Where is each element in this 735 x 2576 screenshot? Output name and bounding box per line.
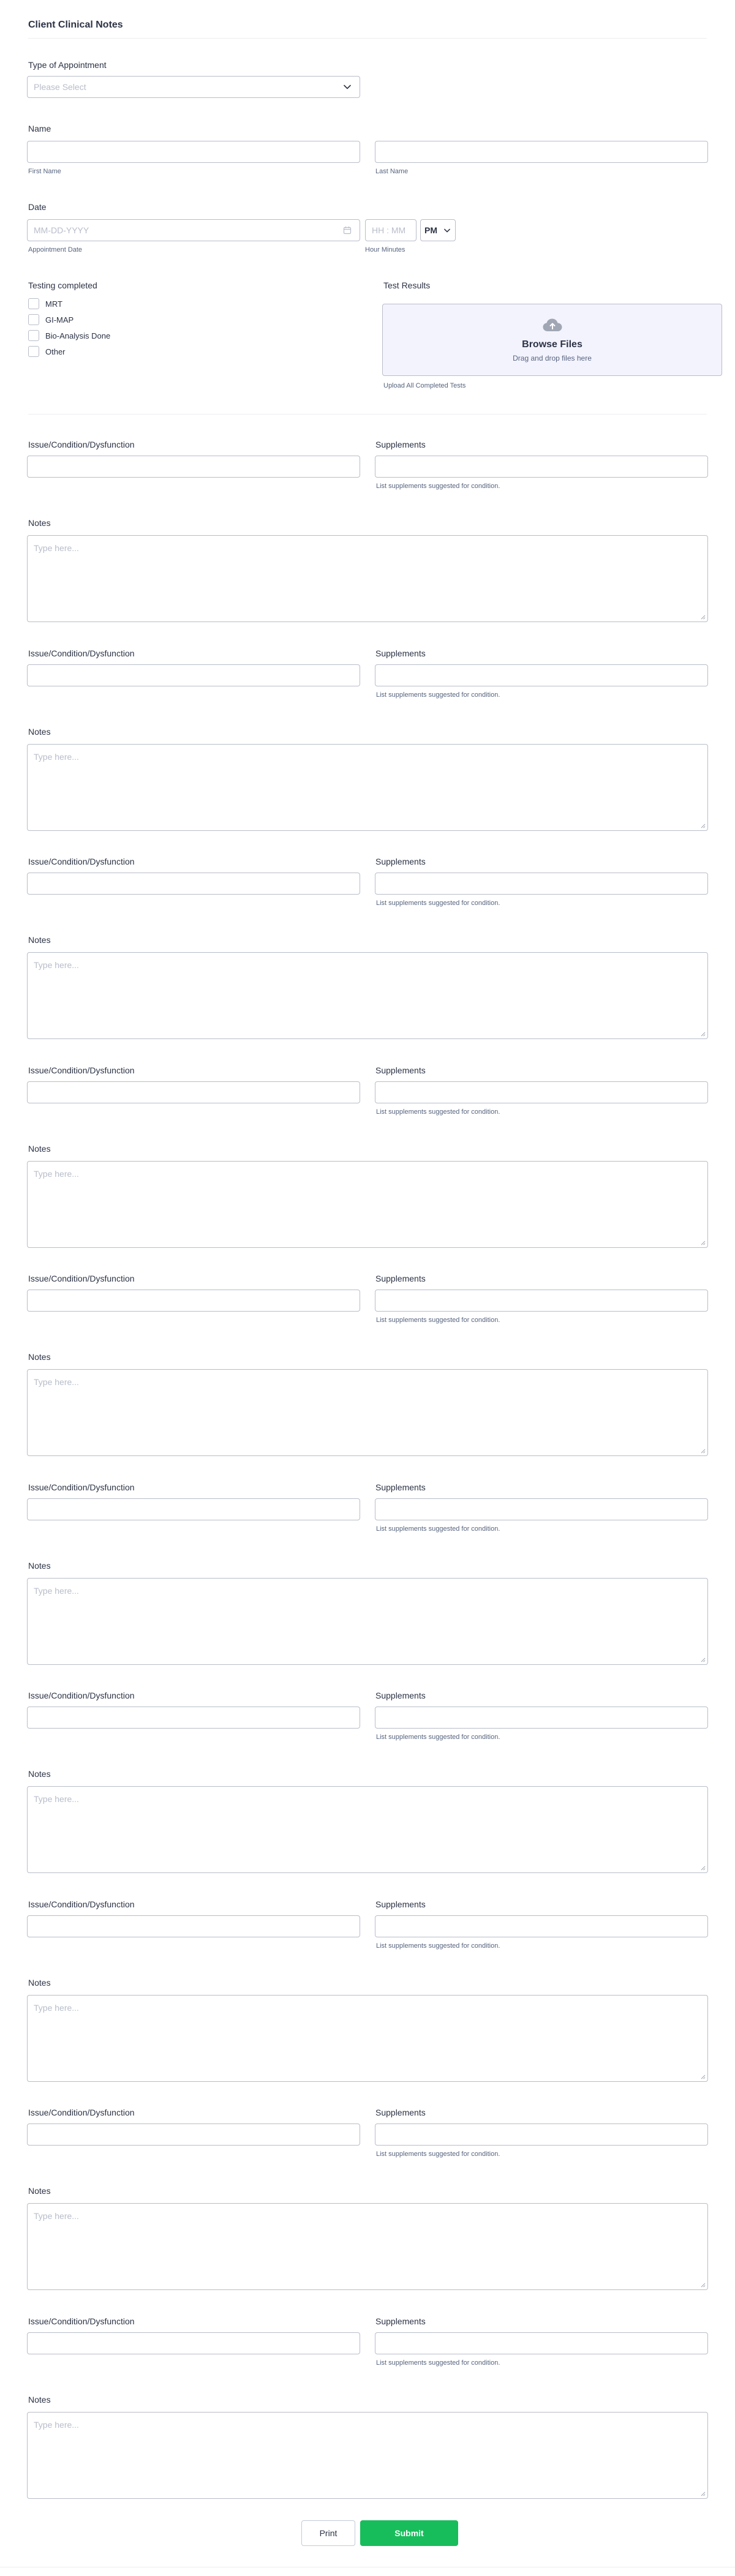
supplements-label: Supplements — [375, 440, 426, 449]
last-name-input[interactable] — [375, 141, 708, 163]
supplements-sublabel: List supplements suggested for condition. — [376, 2359, 500, 2367]
issue-label: Issue/Condition/Dysfunction — [28, 2108, 135, 2117]
file-upload-dropzone[interactable] — [382, 304, 722, 376]
testing-option-label: MRT — [45, 299, 62, 309]
resize-handle-icon[interactable] — [701, 2492, 706, 2496]
notes-placeholder: Type here... — [34, 1586, 79, 1596]
notes-label: Notes — [28, 2395, 51, 2405]
supplements-input[interactable] — [375, 1498, 708, 1520]
appointment-date-placeholder: MM-DD-YYYY — [34, 225, 89, 235]
ampm-value: PM — [424, 225, 437, 235]
issue-input[interactable] — [27, 456, 360, 478]
supplements-input[interactable] — [375, 1081, 708, 1103]
resize-handle-icon[interactable] — [701, 824, 706, 828]
supplements-sublabel: List supplements suggested for condition. — [376, 899, 500, 907]
issue-label: Issue/Condition/Dysfunction — [28, 1065, 135, 1075]
supplements-sublabel: List supplements suggested for condition. — [376, 1733, 500, 1741]
supplements-label: Supplements — [375, 648, 426, 658]
supplements-label: Supplements — [375, 2108, 426, 2117]
appointment-date-input[interactable] — [27, 219, 360, 241]
notes-label: Notes — [28, 1978, 51, 1988]
testing-option-label: Other — [45, 347, 66, 356]
supplements-sublabel: List supplements suggested for condition. — [376, 1942, 500, 1950]
supplements-label: Supplements — [375, 1482, 426, 1492]
checkbox[interactable] — [28, 298, 39, 309]
checkbox[interactable] — [28, 346, 39, 357]
supplements-sublabel: List supplements suggested for condition. — [376, 483, 500, 490]
resize-handle-icon[interactable] — [701, 2075, 706, 2079]
issue-input[interactable] — [27, 1707, 360, 1729]
notes-label: Notes — [28, 1144, 51, 1154]
resize-handle-icon[interactable] — [701, 1449, 706, 1454]
appointment-type-label: Type of Appointment — [28, 60, 107, 70]
supplements-label: Supplements — [375, 857, 426, 866]
resize-handle-icon[interactable] — [701, 1241, 706, 1245]
notes-placeholder: Type here... — [34, 2211, 79, 2221]
notes-textarea[interactable] — [27, 1369, 708, 1456]
notes-label: Notes — [28, 1561, 51, 1571]
time-sublabel: Hour Minutes — [365, 246, 405, 253]
chevron-down-icon — [341, 81, 353, 93]
testing-option-gi-map[interactable] — [28, 314, 74, 326]
resize-handle-icon[interactable] — [701, 615, 706, 620]
name-label: Name — [28, 124, 51, 133]
issue-label: Issue/Condition/Dysfunction — [28, 2316, 135, 2326]
notes-placeholder: Type here... — [34, 960, 79, 970]
notes-placeholder: Type here... — [34, 543, 79, 553]
resize-handle-icon[interactable] — [701, 1032, 706, 1037]
appointment-date-sublabel: Appointment Date — [28, 246, 83, 253]
notes-textarea[interactable] — [27, 1786, 708, 1873]
supplements-label: Supplements — [375, 1274, 426, 1283]
notes-textarea[interactable] — [27, 1578, 708, 1665]
notes-label: Notes — [28, 1769, 51, 1779]
supplements-label: Supplements — [375, 2316, 426, 2326]
test-results-sublabel: Upload All Completed Tests — [383, 382, 466, 389]
notes-label: Notes — [28, 2186, 51, 2196]
print-button[interactable]: Print — [301, 2520, 355, 2546]
notes-textarea[interactable] — [27, 2203, 708, 2290]
checkbox[interactable] — [28, 314, 39, 325]
notes-placeholder: Type here... — [34, 1169, 79, 1179]
notes-textarea[interactable] — [27, 952, 708, 1039]
testing-option-label: Bio-Analysis Done — [45, 331, 111, 340]
issue-input[interactable] — [27, 2332, 360, 2354]
issue-input[interactable] — [27, 1081, 360, 1103]
testing-option-label: GI-MAP — [45, 315, 74, 325]
notes-textarea[interactable] — [27, 2412, 708, 2499]
cloud-upload-icon — [542, 318, 563, 336]
notes-placeholder: Type here... — [34, 752, 79, 762]
notes-placeholder: Type here... — [34, 2003, 79, 2013]
first-name-sublabel: First Name — [28, 168, 61, 175]
supplements-sublabel: List supplements suggested for condition. — [376, 691, 500, 699]
header-divider — [28, 38, 707, 39]
resize-handle-icon[interactable] — [701, 2283, 706, 2288]
notes-label: Notes — [28, 518, 51, 528]
issue-input[interactable] — [27, 2124, 360, 2146]
calendar-icon[interactable] — [341, 224, 353, 236]
resize-handle-icon[interactable] — [701, 1866, 706, 1871]
notes-placeholder: Type here... — [34, 1794, 79, 1804]
notes-label: Notes — [28, 935, 51, 945]
supplements-input[interactable] — [375, 664, 708, 686]
form-title: Client Clinical Notes — [28, 20, 123, 30]
supplements-input[interactable] — [375, 2332, 708, 2354]
notes-textarea[interactable] — [27, 535, 708, 622]
supplements-input[interactable] — [375, 2124, 708, 2146]
notes-textarea[interactable] — [27, 1995, 708, 2082]
browse-files-text[interactable]: Browse Files — [522, 339, 582, 350]
time-input[interactable] — [365, 219, 417, 241]
supplements-input[interactable] — [375, 1707, 708, 1729]
issue-label: Issue/Condition/Dysfunction — [28, 1482, 135, 1492]
issue-label: Issue/Condition/Dysfunction — [28, 1274, 135, 1283]
notes-textarea[interactable] — [27, 1161, 708, 1248]
section-divider — [28, 414, 707, 415]
last-name-sublabel: Last Name — [375, 168, 409, 175]
testing-option-mrt[interactable] — [28, 298, 62, 310]
appointment-type-select[interactable] — [27, 76, 360, 98]
supplements-sublabel: List supplements suggested for condition. — [376, 2150, 500, 2158]
supplements-sublabel: List supplements suggested for condition. — [376, 1525, 500, 1533]
submit-button[interactable]: Submit — [360, 2520, 458, 2546]
issue-label: Issue/Condition/Dysfunction — [28, 1899, 135, 1909]
notes-label: Notes — [28, 1352, 51, 1362]
notes-placeholder: Type here... — [34, 1377, 79, 1387]
date-label: Date — [28, 202, 47, 212]
testing-completed-label: Testing completed — [28, 280, 97, 290]
supplements-input[interactable] — [375, 1290, 708, 1312]
testing-option-bio-analysis[interactable] — [28, 329, 110, 342]
testing-option-other[interactable] — [28, 345, 66, 358]
supplements-input[interactable] — [375, 456, 708, 478]
notes-placeholder: Type here... — [34, 2420, 79, 2430]
supplements-label: Supplements — [375, 1691, 426, 1700]
resize-handle-icon[interactable] — [701, 1658, 706, 1662]
drag-drop-text: Drag and drop files here — [513, 353, 592, 362]
supplements-label: Supplements — [375, 1899, 426, 1909]
test-results-label: Test Results — [383, 280, 431, 290]
issue-label: Issue/Condition/Dysfunction — [28, 648, 135, 658]
time-placeholder: HH : MM — [372, 225, 406, 235]
appointment-type-placeholder: Please Select — [34, 82, 86, 92]
issue-label: Issue/Condition/Dysfunction — [28, 440, 135, 449]
first-name-input[interactable] — [27, 141, 360, 163]
issue-label: Issue/Condition/Dysfunction — [28, 857, 135, 866]
ampm-select[interactable] — [420, 219, 456, 241]
supplements-label: Supplements — [375, 1065, 426, 1075]
supplements-input[interactable] — [375, 1915, 708, 1937]
issue-input[interactable] — [27, 664, 360, 686]
checkbox[interactable] — [28, 330, 39, 341]
issue-input[interactable] — [27, 873, 360, 895]
issue-input[interactable] — [27, 1915, 360, 1937]
issue-label: Issue/Condition/Dysfunction — [28, 1691, 135, 1700]
notes-textarea[interactable] — [27, 744, 708, 831]
issue-input[interactable] — [27, 1290, 360, 1312]
supplements-sublabel: List supplements suggested for condition. — [376, 1108, 500, 1116]
notes-label: Notes — [28, 727, 51, 737]
supplements-sublabel: List supplements suggested for condition. — [376, 1316, 500, 1324]
issue-input[interactable] — [27, 1498, 360, 1520]
chevron-down-icon — [443, 224, 451, 236]
supplements-input[interactable] — [375, 873, 708, 895]
